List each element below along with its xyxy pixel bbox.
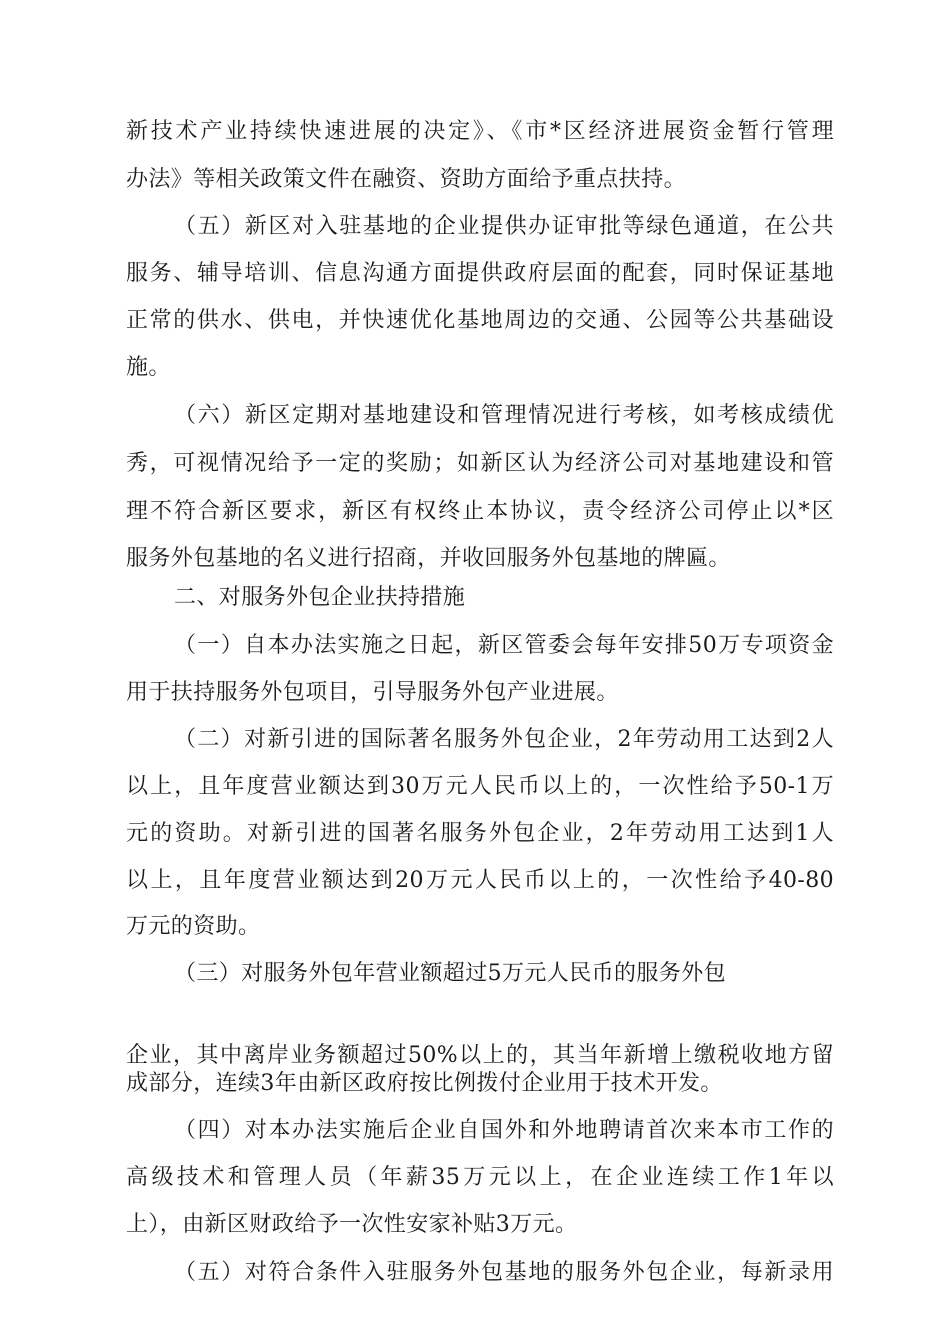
text-line: 施。	[126, 355, 171, 380]
text-line: 正常的供水、供电，并快速优化基地周边的交通、公园等公共基础设	[126, 308, 834, 333]
text-line: （五）对符合条件入驻服务外包基地的服务外包企业，每新录用	[174, 1260, 834, 1285]
text-line: （四）对本办法实施后企业自国外和外地聘请首次来本市工作的	[174, 1118, 834, 1143]
text-line: 服务、辅导培训、信息沟通方面提供政府层面的配套，同时保证基地	[126, 261, 834, 286]
text-line: 万元的资助。	[126, 914, 261, 939]
text-line: （三）对服务外包年营业额超过5万元人民币的服务外包	[174, 961, 726, 986]
text-line: 高级技术和管理人员（年薪35万元以上，在企业连续工作1年以	[126, 1165, 834, 1190]
text-line: 服务外包基地的名义进行招商，并收回服务外包基地的牌匾。	[126, 546, 731, 571]
text-line: 办法》等相关政策文件在融资、资助方面给予重点扶持。	[126, 167, 687, 192]
text-line: （一）自本办法实施之日起，新区管委会每年安排50万专项资金	[174, 633, 834, 658]
text-line: 成部分，连续3年由新区政府按比例拨付企业用于技术开发。	[126, 1071, 723, 1096]
text-line: 元的资助。对新引进的国著名服务外包企业，2年劳动用工达到1人	[126, 821, 834, 846]
text-line: （二）对新引进的国际著名服务外包企业，2年劳动用工达到2人	[174, 727, 834, 752]
text-line: 用于扶持服务外包项目，引导服务外包产业进展。	[126, 680, 619, 705]
section-heading: 二、对服务外包企业扶持措施	[174, 585, 466, 610]
text-line: 以上，且年度营业额达到20万元人民币以上的，一次性给予40-80	[126, 868, 834, 893]
text-line: 以上，且年度营业额达到30万元人民币以上的，一次性给予50-1万	[126, 774, 834, 799]
text-line: 新技术产业持续快速进展的决定》、《市*区经济进展资金暂行管理	[126, 119, 834, 144]
text-line: （六）新区定期对基地建设和管理情况进行考核，如考核成绩优	[174, 403, 834, 428]
text-line: 上），由新区财政给予一次性安家补贴3万元。	[126, 1212, 578, 1237]
text-line: 秀，可视情况给予一定的奖励；如新区认为经济公司对基地建设和管	[126, 451, 834, 476]
text-line: （五）新区对入驻基地的企业提供办证审批等绿色通道，在公共	[174, 214, 834, 239]
text-line: 企业，其中离岸业务额超过50%以上的，其当年新增上缴税收地方留	[126, 1043, 834, 1068]
text-line: 理不符合新区要求，新区有权终止本协议，责令经济公司停止以*区	[126, 499, 834, 524]
